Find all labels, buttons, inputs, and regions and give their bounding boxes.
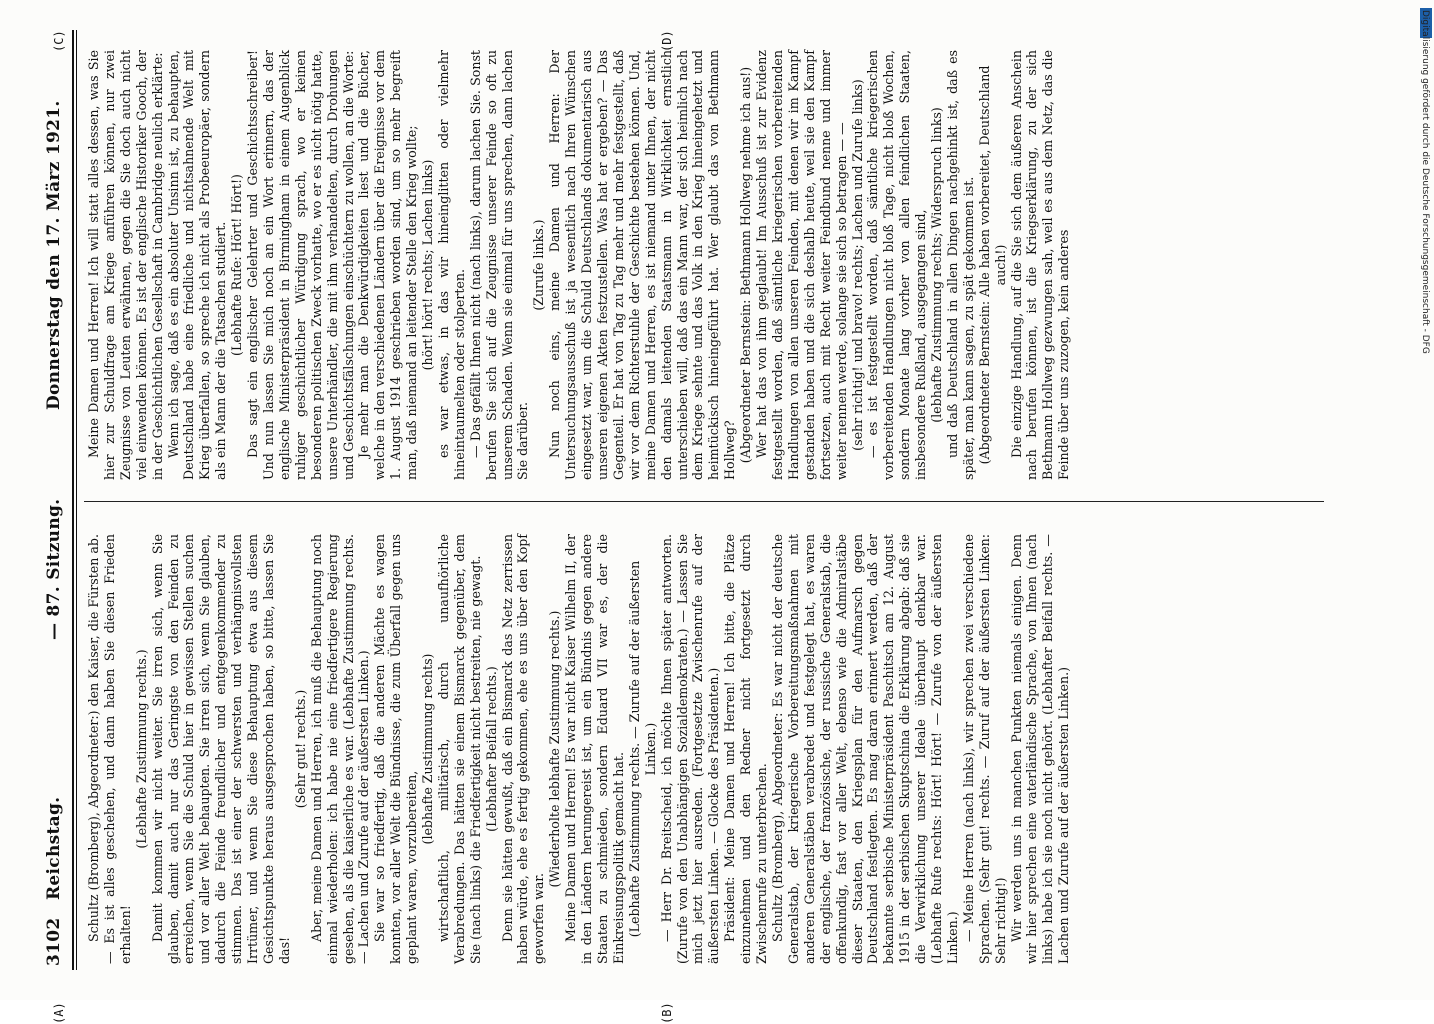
paragraph: — es ist festgestellt worden, daß sämtliche kriegerischen vorbereitenden Handlungen nicht bloß Tage, nicht bloß Wochen, sondern Monate lang vorher von allen feindlichen Staaten, insbesondere Rußland, ausgegangen sind, xyxy=(865,50,929,480)
paragraph: Sie war so friedfertig, daß die anderen Mächte es wagen konnten, vor aller Welt die Bündnisse, die zum Überfall gegen uns geplant waren, vorzubereiten, xyxy=(372,534,420,964)
paragraph: (Wiederholte lebhafte Zustimmung rechts.) xyxy=(547,610,563,888)
paragraph: Je mehr man die Denkwürdigkeiten liest und die Bücher, welche in den verschiedenen Ländern über die Ereignisse vor dem 1. August 1914 geschrieben worden sind, um so mehr begreift man, daß niemand an leitender Stelle den Krieg wollte; xyxy=(356,50,420,480)
paragraph: Das sagt ein englischer Gelehrter und Geschichtsschreiber! Und nun lassen Sie mich noch an ein Wort erinnern, das der englische Ministerpräsident in Birmingham in einem Augenblick ruhiger geschichtlicher Würdigung sprach, wo er keinen besonderen politischen Zweck vorhatte, wo er es nicht nötig hatte, unsere Unterhändler, die mit ihm verhandelten, durch Drohungen und Geschichtsfälschungen einschüchtern zu wollen, an die Worte: xyxy=(245,50,356,480)
paragraph: Aber, meine Damen und Herren, ich muß die Behauptung noch einmal wiederholen: ich habe nie eine friedfertigere Regierung gesehen, als die kaiserliche es war. (Lebhafte Zustimmung rechts. — Lachen und Zurufe auf der äußersten Linken.) xyxy=(308,534,372,964)
paragraph: (Lebhafter Beifall rechts.) xyxy=(483,666,499,832)
paragraph: (Abgeordneter Bernstein: Alle haben vorbereitet, Deutschland auch!) xyxy=(976,65,1008,465)
paragraph: Damit kommen wir nicht weiter. Sie irren sich, wenn Sie glauben, damit auch nur das Geringste von den Feinden zu erreichen, wenn Sie die Schuld hier in gewissen Stellen suchen und vor aller Welt behaupten. Sie irren sich, wenn Sie glauben, dadurch die Feinde freundlicher und entgegenkommender zu stimmen. Das ist einer der schwersten und verhängnisvollsten Irrtümer, und wenn Sie diese Behauptung etwa aus diesem Gesichtspunkte heraus ausgesprochen haben, so bitte, lassen Sie das! xyxy=(149,534,292,964)
paragraph: (Lebhafte Zustimmung rechts. — Zurufe auf der äußersten Linken.) xyxy=(626,560,658,938)
left-column xyxy=(86,534,1072,964)
paragraph: Nun noch eins, meine Damen und Herren: Der Untersuchungsausschuß ist ja wesentlich nach Ihren Wünschen eingesetzt war, um die Schuld Deutschlands dokumentarisch aus unseren eigenen Akten festzustellen. Was hat er ergeben? — Das Gegenteil. Er hat von Tag zu Tag mehr und mehr festgestellt, daß wir vor dem Richterstuhle der Geschichte bestehen können. Und, meine Damen und Herren, es ist niemand unter Ihnen, der nicht den damals leitenden Staatsmann in Wirklichkeit ernstlich unterschieben will, daß das ein Mann war, der sich heimlich nach dem Kriege sehnte und das Volk in den Krieg hineingehetzt und heimtückisch hineingeführt hat. Wer glaubt das von Bethmann Hollweg? xyxy=(547,50,738,480)
paragraph: wirtschaftlich, militärisch, durch unaufhörliche Verabredungen. Das hätten sie einem Bismarck gegenüber, dem Sie (nach links) die Friedfertigkeit nicht bestreiten, nie gewagt. xyxy=(435,534,483,964)
paragraph: Denn sie hätten gewußt, daß ein Bismarck das Netz zerrissen haben würde, ehe es fertig gekommen, ehe es uns über den Kopf geworfen war. xyxy=(499,534,547,964)
paragraph: Schultz (Bromberg), Abgeordneter: Es war nicht der deutsche Generalstab, der kriegerische Vorbereitungsmaßnahmen mit anderen Generalstäben verabredet und festgelegt hat, es waren der englische, der französische, der russische Generalstab, die offenkundig, fast vor aller Welt, ebenso wie die Admiralstäbe dieser Staaten, den Kriegsplan für den Aufmarsch gegen Deutschland festlegten. Es mag daran erinnert werden, daß der bekannte serbische Ministerpräsident Paschitsch am 12. August 1915 in der serbischen Skuptschina die Erklärung abgab: daß sie die Verwirklichung unserer Ideale überhaupt denkbar war. (Lebhafte Rufe rechts: Hört! Hört! — Zurufe von der äußersten Linken.) xyxy=(769,534,960,964)
paragraph: und daß Deutschland in allen Dingen nachgehinkt ist, daß es später, man kann sagen, zu spät gekommen ist. xyxy=(944,50,976,480)
margin-marker-c: (C) xyxy=(52,30,66,52)
margin-marker-b: (B) xyxy=(660,1002,674,1024)
paragraph: Schultz (Bromberg), Abgeordneter:) den Kaiser, die Fürsten ab. — Es ist alles geschehen, und dann haben Sie diesen Frieden erhalten! xyxy=(86,534,133,964)
header-center: — 87. Sitzung. xyxy=(44,498,64,640)
page-header xyxy=(40,30,74,970)
header-right: Donnerstag den 17. März 1921. xyxy=(44,100,64,410)
paragraph: (sehr richtig! und bravo! rechts; Lachen und Zurufe links) xyxy=(849,79,865,451)
column-divider xyxy=(84,501,1324,502)
page-body xyxy=(40,30,1330,970)
paragraph: es war etwas, in das wir hineinglitten oder vielmehr hineintaumelten oder stolperten. xyxy=(435,50,467,480)
paragraph: — Meine Herren (nach links), wir sprechen zwei verschiedene Sprachen. (Sehr gut! rechts. — Zuruf auf der äußersten Linken: Sehr richtig!) xyxy=(960,534,1008,964)
paragraph: (Zurufe links.) xyxy=(531,219,547,311)
paragraph: (Abgeordneter Bernstein: Bethmann Hollweg nehme ich aus!) xyxy=(738,66,754,464)
right-column xyxy=(86,50,1072,480)
paragraph: Wir werden uns in manchen Punkten niemals einigen. Denn wir hier sprechen eine vaterländische Sprache, von Ihnen (nach links) habe ich sie noch nicht gehört. (Lebhafter Beifall rechts. — Lachen und Zurufe auf der äußersten Linken.) xyxy=(1008,534,1072,964)
digitization-credit xyxy=(1418,10,1432,990)
paragraph: Meine Damen und Herren! Es war nicht Kaiser Wilhelm II, der in den Ländern herumgereist ist, um ein Bündnis gegen andere Staaten zu schmieden, sondern Eduard VII war es, der die Einkreisungspolitik gemacht hat. xyxy=(563,534,626,964)
paragraph: Wenn ich sage, daß es ein absoluter Unsinn ist, zu behaupten, Deutschland habe eine friedliche und nichtsahnende Welt mit Krieg überfallen, so spreche ich nicht als Probeeuropäer, sondern als ein Mann der die Tatsachen studiert. xyxy=(165,50,229,480)
paragraph: Wer hat das von ihm geglaubt! Im Ausschuß ist zur Evidenz festgestellt worden, daß sämtliche kriegerischen vorbereitenden Handlungen von allen unseren Feinden, mit denen wir im Kampf gestanden haben und die sich deshalb heute, weil sie den Kampf fortsetzen, auch mit Recht weiter Feindbund nenne und immer weiter nennen werde, solange sie sich so betragen — — xyxy=(754,50,849,480)
margin-marker-d: (D) xyxy=(660,30,674,52)
paragraph: Präsident: Meine Damen und Herren! Ich bitte, die Plätze einzunehmen und den Redner nicht fortgesetzt durch Zwischenrufe zu unterbrechen. xyxy=(722,534,770,964)
margin-marker-a: (A) xyxy=(52,1002,66,1024)
paragraph: Meine Damen und Herren! Ich will statt alles dessen, was Sie hier zur Schuldfrage am Kriege anführen können, nur zwei Zeugnisse von Leuten erwähnen, gegen die Sie doch auch nicht viel einwenden können. Es ist der englische Historiker Gooch, der in der Geschichtlichen Gesellschaft in Cambridge neulich erklärte: xyxy=(86,50,165,480)
credit-text: Digitalisierung gefördert durch die Deutsche Forschungsgemeinschaft - DFG xyxy=(1420,10,1430,354)
header-rule-thin xyxy=(76,30,77,970)
paragraph: (Lebhafte Rufe: Hört! Hört!) xyxy=(229,174,245,356)
paragraph: (lebhafte Zustimmung rechts; Widerspruch links) xyxy=(929,107,945,423)
paragraph: (Sehr gut! rechts.) xyxy=(292,689,308,809)
paragraph: Die einzige Handlung, auf die Sie sich dem äußeren Anschein nach berufen können, ist die Kriegserklärung, zu der sich Bethmann Hollweg gezwungen sah, weil es aus dem Netz, das die Feinde über uns zuzogen, kein anderes xyxy=(1008,50,1072,480)
page-number: 3102 xyxy=(44,917,64,966)
header-rule xyxy=(72,30,74,970)
paragraph: — Herr Dr. Breitscheid, ich möchte Ihnen später antworten. (Zurufe von den Unabhängigen Sozialdemokraten.) — Lassen Sie mich jetzt hier ausreden. (Fortgesetzte Zwischenrufe auf der äußersten Linken. — Glocke des Präsidenten.) xyxy=(658,534,722,964)
paragraph: (hört! hört! rechts; Lachen links) xyxy=(420,159,436,371)
paragraph: (Lebhafte Zustimmung rechts.) xyxy=(133,649,149,849)
paragraph: — Das gefällt Ihnen nicht (nach links), darum lachen Sie. Sonst berufen Sie sich auf die Zeugnisse unserer Feinde so oft zu unserem Schaden. Wenn sie einmal für uns sprechen, dann lachen Sie darüber. xyxy=(467,50,531,480)
paragraph: (lebhafte Zustimmung rechts) xyxy=(420,653,436,845)
header-left: Reichstag. xyxy=(44,796,64,900)
